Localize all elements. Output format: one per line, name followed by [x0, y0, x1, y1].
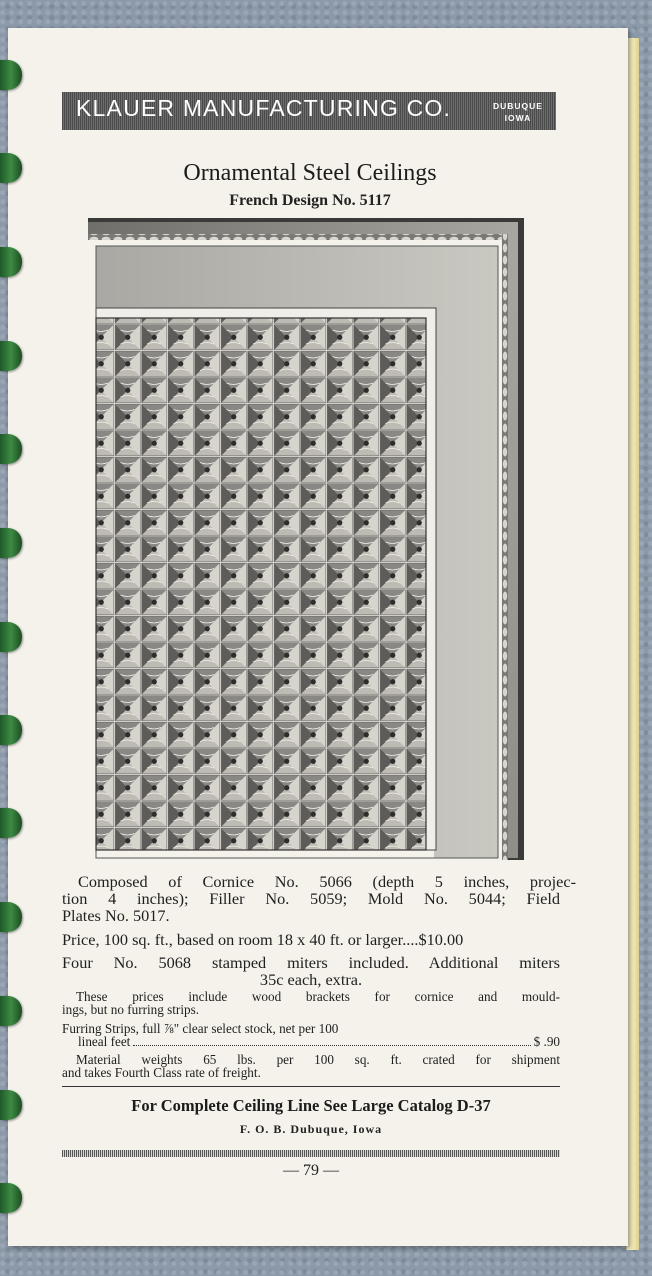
company-name: KLAUER MANUFACTURING CO. — [76, 95, 452, 121]
catalog-reference: For Complete Ceiling Line See Large Catalog D-37 — [131, 1096, 491, 1115]
fob-location: F. O. B. Dubuque, Iowa — [239, 1122, 383, 1136]
page-title: Ornamental Steel Ceilings — [183, 160, 437, 186]
description-line-1: Composed of Cornice No. 5066 (depth 5 inches, projec- — [78, 872, 576, 891]
weights-line-2: and takes Fourth Class rate of freight. — [62, 1065, 261, 1080]
miters-line-1: Four No. 5068 stamped miters included. Additional miters — [62, 953, 560, 972]
description-line-3: Plates No. 5017. — [62, 906, 170, 925]
brackets-note-line-1: These prices include wood brackets for cornice and mould- — [76, 989, 560, 1004]
divider-rule — [62, 1086, 560, 1087]
furring-line-1: Furring Strips, full ⅞" clear select stock, net per 100 — [62, 1021, 339, 1036]
furring-label: lineal feet — [78, 1034, 131, 1049]
hatched-rule — [62, 1150, 560, 1157]
furring-price: $ .90 — [533, 1034, 560, 1049]
price-line — [62, 930, 560, 950]
header-city: DUBUQUE — [493, 101, 543, 111]
weights-line-1: Material weights 65 lbs. per 100 sq. ft. crated for shipment — [76, 1052, 560, 1067]
furring-line-2 — [62, 1034, 560, 1050]
miters-line-2: 35c each, extra. — [259, 970, 363, 989]
ornamental-ceiling-panel-image — [88, 218, 524, 860]
catalog-page — [8, 28, 628, 1246]
brackets-note-line-2: ings, but no furring strips. — [62, 1002, 200, 1017]
description-line-2: tion 4 inches); Filler No. 5059; Mold No. 5044; Field — [62, 889, 560, 908]
header-banner — [62, 92, 556, 130]
price-label: Price, 100 sq. ft., based on room 18 x 40 ft. or larger.... — [62, 930, 419, 949]
header-state: IOWA — [504, 113, 532, 123]
dot-leader — [133, 1044, 530, 1046]
page-number: — 79 — — [283, 1162, 339, 1179]
page-subtitle: French Design No. 5117 — [229, 192, 391, 209]
price-value: $10.00 — [418, 930, 464, 949]
